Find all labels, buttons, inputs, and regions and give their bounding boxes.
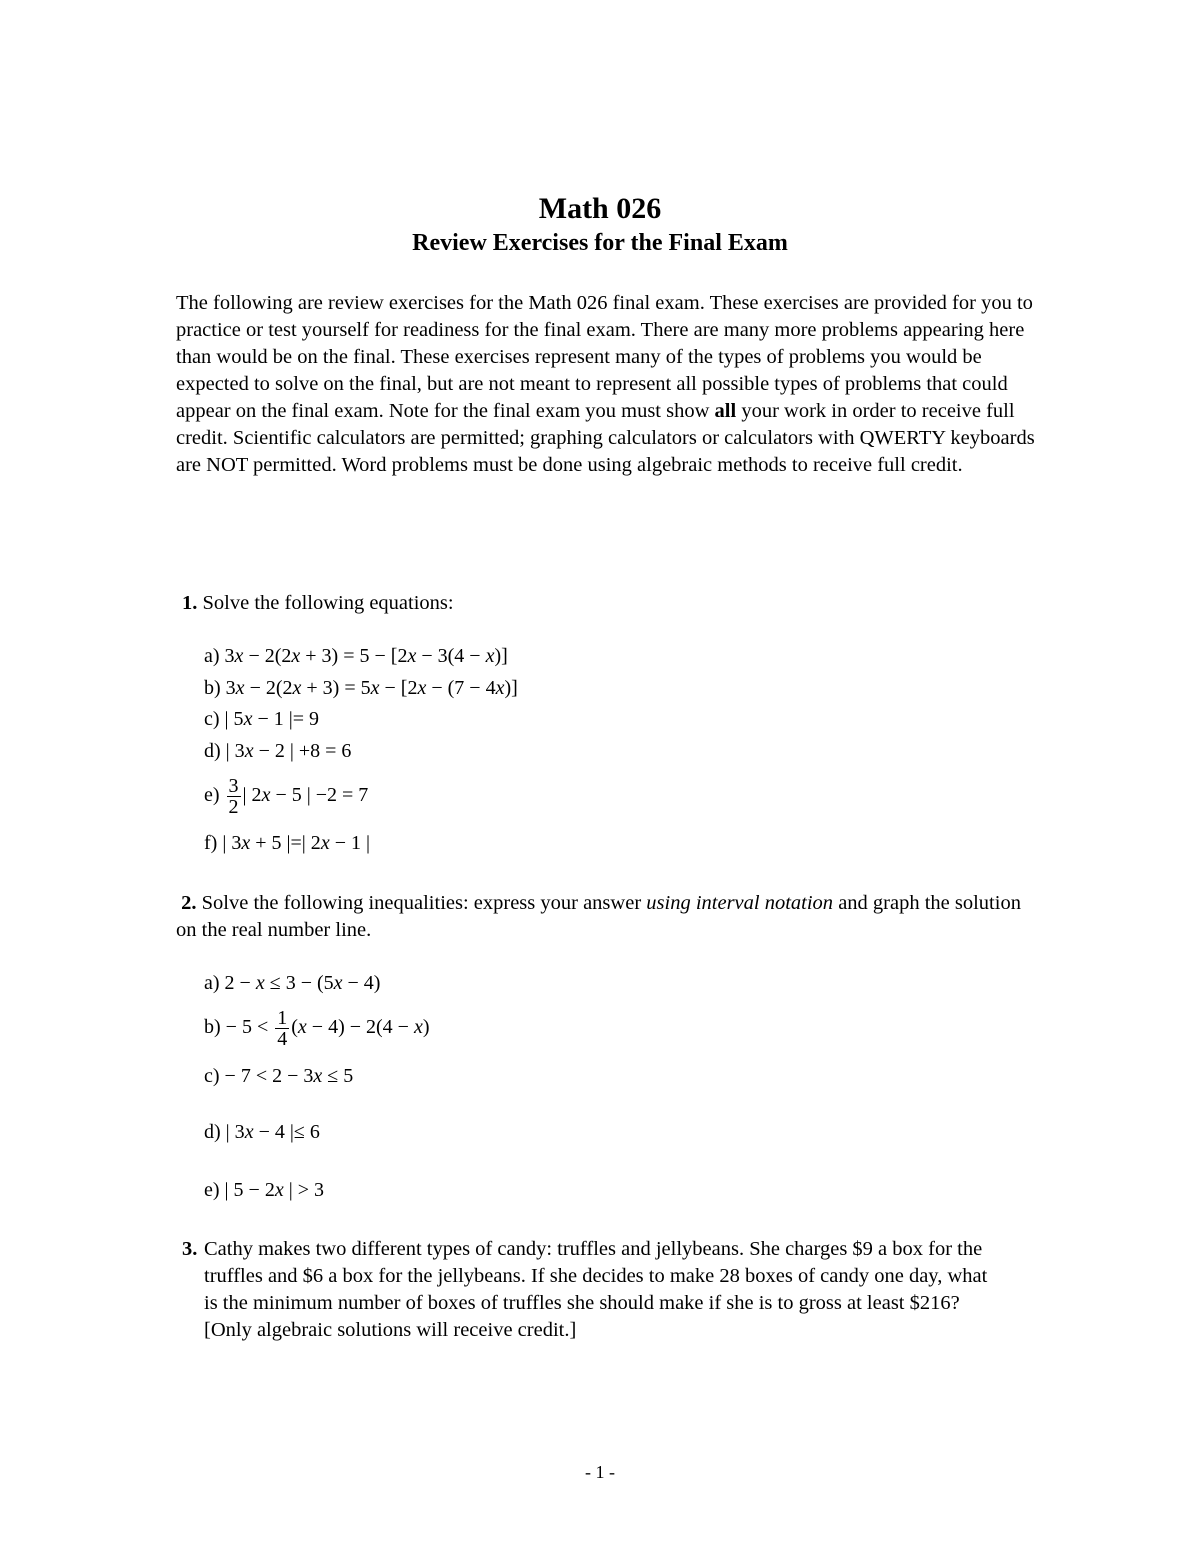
item-label: e)	[204, 784, 220, 807]
question-1-number: 1.	[182, 592, 198, 614]
question-2-prompt	[176, 890, 1036, 944]
item-label: b)	[204, 1016, 221, 1039]
question-2c: c) − 7 < 2 − 3x ≤ 5	[204, 1065, 354, 1087]
question-2d: d) | 3x − 4 |≤ 6	[204, 1121, 320, 1143]
question-3-number: 3.	[182, 1238, 198, 1260]
question-1b: b) 3x − 2(2x + 3) = 5x − [2x − (7 − 4x)]	[204, 677, 518, 699]
document-subtitle: Review Exercises for the Final Exam	[412, 230, 788, 256]
item-label: e)	[204, 1179, 220, 1201]
question-1a: a) 3x − 2(2x + 3) = 5 − [2x − 3(4 − x)]	[204, 645, 508, 667]
fraction-denominator: 4	[277, 1028, 288, 1050]
question-3-text: Cathy makes two different types of candy: truffles and jellybeans. She charges $9 a box for the truffles and $6 a box for the jellybeans. If she decides to make 28 boxes of candy one day, what is the minimum number of boxes of truffles she should make if she is to gross at least $216? [Only algebraic solutions will receive credit.]	[204, 1238, 988, 1341]
question-2-number: 2.	[181, 892, 197, 914]
question-1e: e) $\frac{3}{2}$ | 2x − 5 | −2 = 7	[204, 775, 369, 818]
fraction-numerator: 1	[277, 1007, 288, 1029]
question-2e: e) | 5 − 2x | > 3	[204, 1179, 325, 1201]
question-1d: d) | 3x − 2 | +8 = 6	[204, 740, 352, 762]
fraction	[275, 1008, 289, 1049]
intro-emphasis: all	[714, 400, 737, 422]
question-1-text: Solve the following equations:	[202, 592, 454, 614]
item-label: a)	[204, 645, 220, 667]
item-label: b)	[204, 677, 221, 699]
item-label: c)	[204, 708, 220, 730]
item-label: c)	[204, 1065, 220, 1087]
page-number: - 1 -	[585, 1462, 615, 1482]
item-label: d)	[204, 740, 221, 762]
fraction	[227, 776, 241, 817]
item-label: f)	[204, 832, 218, 854]
document-title: Math 026	[538, 192, 662, 225]
item-label: d)	[204, 1121, 221, 1143]
question-1f: f) | 3x + 5 |=| 2x − 1 |	[204, 832, 370, 854]
question-2b: b) − 5 < $\frac{1}{4}$ (x − 4) − 2(4 − x)	[204, 1007, 430, 1050]
intro-text-2: your work in order to receive full credit. Scientific calculators are permitted; graphing calculators or calculators with QWERTY keyboards are NOT permitted. Word problems must be done using algebraic methods to receive full credit.	[176, 400, 1035, 476]
fraction-denominator: 2	[228, 796, 239, 818]
fraction-numerator: 3	[228, 775, 239, 797]
item-label: a)	[204, 972, 220, 994]
question-3-number-wrap	[182, 1236, 197, 1263]
question-2a: a) 2 − x ≤ 3 − (5x − 4)	[204, 972, 381, 994]
question-1c: c) | 5x − 1 |= 9	[204, 708, 320, 730]
question-2-italic: using interval notation	[646, 892, 834, 914]
question-2-text-2: and graph the solution on the real number line.	[176, 892, 1021, 941]
question-2-text-1: Solve the following inequalities: express your answer	[201, 892, 647, 914]
intro-text-1: The following are review exercises for the Math 026 final exam. These exercises are provided for you to practice or test yourself for readiness for the final exam. There are many more problems appearing here than would be on the final. These exercises represent many of the types of problems you would be expected to solve on the final, but are not meant to represent all possible types of problems that could appear on the final exam. Note for the final exam you must show	[176, 292, 1033, 422]
question-1-prompt	[182, 590, 454, 617]
intro-paragraph	[176, 290, 1036, 479]
